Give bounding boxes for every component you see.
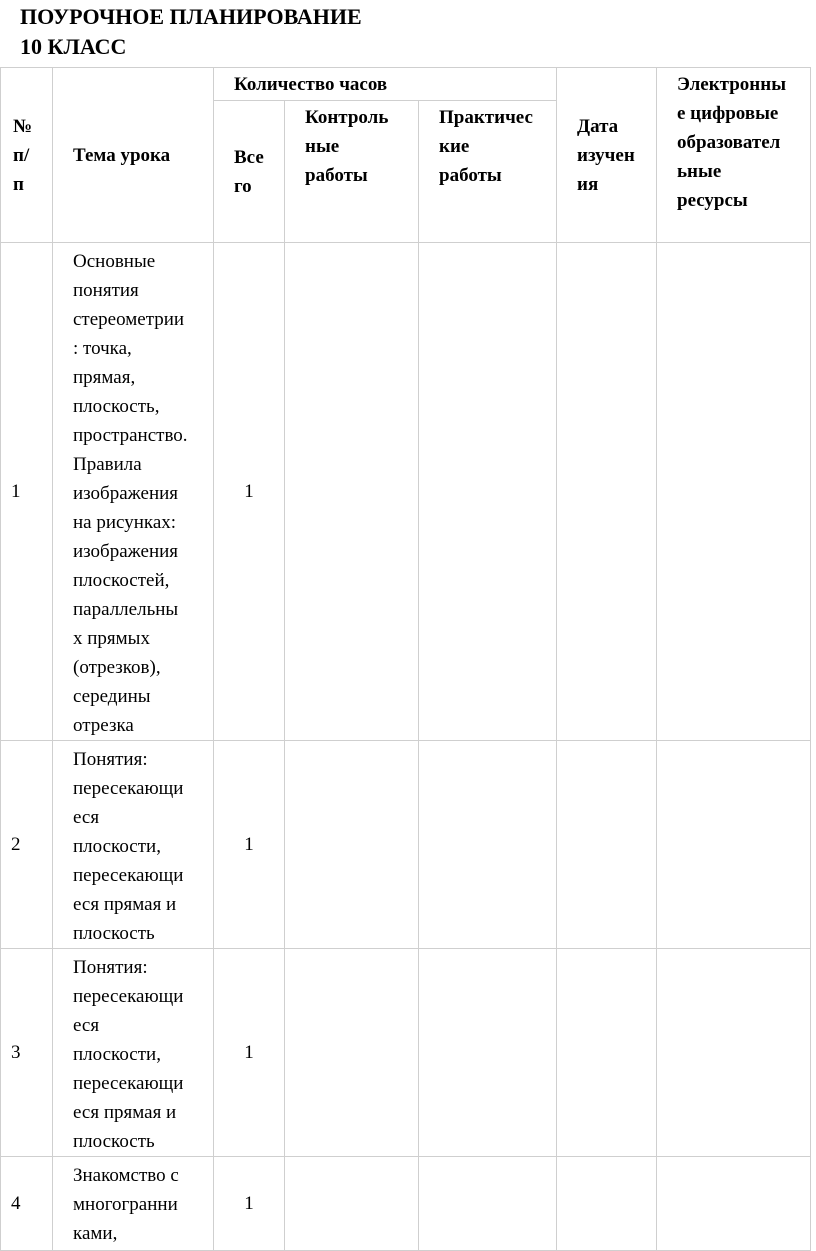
topic-line: пересекающи [73, 778, 184, 799]
topic-line: многогранни [73, 1194, 178, 1215]
header-total [214, 101, 285, 243]
table-row [1, 1157, 811, 1251]
header-date-line: изучен [577, 144, 635, 166]
row-control-works [285, 1157, 419, 1251]
header-date-line: ия [577, 173, 599, 195]
table-body [1, 243, 811, 1251]
row-topic [53, 949, 214, 1157]
row-practical-works [419, 949, 557, 1157]
row-number: 2 [1, 741, 53, 949]
row-topic [53, 741, 214, 949]
row-topic [53, 243, 214, 741]
table-row [1, 741, 811, 949]
header-date-line: Дата [577, 115, 619, 137]
title-line-2: 10 КЛАСС [20, 34, 127, 59]
header-total-line: Все [234, 146, 264, 168]
header-hours-group: Количество часов [214, 68, 557, 101]
row-control-works [285, 243, 419, 741]
topic-line: пространство. [73, 425, 188, 446]
topic-line: на рисунках: [73, 512, 177, 533]
row-topic [53, 1157, 214, 1251]
header-control-line: работы [305, 165, 368, 186]
header-topic: Тема урока [53, 68, 214, 243]
topic-line: середины [73, 686, 151, 707]
header-resources-line: образовател [677, 132, 781, 153]
row-practical-works [419, 243, 557, 741]
topic-line: Правила [73, 454, 142, 475]
topic-line: еся [73, 1015, 100, 1036]
header-practical [419, 101, 557, 243]
header-number-line: п [13, 173, 24, 195]
topic-line: (отрезков), [73, 657, 161, 678]
row-total-hours: 1 [214, 1157, 285, 1251]
header-practical-line: Практичес [439, 107, 533, 128]
header-practical-line: работы [439, 165, 502, 186]
row-total-hours: 1 [214, 741, 285, 949]
page-title [20, 2, 362, 62]
row-date [557, 949, 657, 1157]
topic-line: плоскости, [73, 1044, 161, 1065]
header-resources-line: Электронны [677, 74, 787, 95]
table-row [1, 243, 811, 741]
topic-line: еся [73, 807, 100, 828]
topic-line: понятия [73, 280, 139, 301]
table-row [1, 949, 811, 1157]
row-resources [657, 243, 811, 741]
header-control [285, 101, 419, 243]
row-control-works [285, 741, 419, 949]
topic-line: еся прямая и [73, 894, 177, 915]
row-control-works [285, 949, 419, 1157]
header-date [557, 68, 657, 243]
row-date [557, 741, 657, 949]
row-number: 4 [1, 1157, 53, 1251]
topic-line: еся прямая и [73, 1102, 177, 1123]
topic-line: плоскостей, [73, 570, 170, 591]
topic-line: прямая, [73, 367, 136, 388]
topic-line: Понятия: [73, 957, 148, 978]
header-control-line: ные [305, 136, 340, 157]
header-resources [657, 68, 811, 243]
header-resources-line: ьные [677, 161, 722, 182]
topic-line: плоскость [73, 1131, 155, 1152]
topic-line: ками, [73, 1223, 118, 1244]
topic-line: Основные [73, 251, 156, 272]
topic-line: стереометрии [73, 309, 185, 330]
row-number: 3 [1, 949, 53, 1157]
topic-line: отрезка [73, 715, 134, 736]
header-practical-line: кие [439, 136, 470, 157]
header-total-line: го [234, 175, 252, 197]
topic-line: пересекающи [73, 865, 184, 886]
topic-line: изображения [73, 541, 179, 562]
topic-line: плоскость [73, 923, 155, 944]
row-number: 1 [1, 243, 53, 741]
topic-line: пересекающи [73, 1073, 184, 1094]
header-number-line: п/ [13, 144, 30, 166]
row-practical-works [419, 741, 557, 949]
topic-line: плоскость, [73, 396, 160, 417]
header-control-line: Контроль [305, 107, 389, 128]
row-resources [657, 949, 811, 1157]
title-line-1: ПОУРОЧНОЕ ПЛАНИРОВАНИЕ [20, 4, 362, 29]
header-number-line: № [13, 115, 33, 137]
topic-line: плоскости, [73, 836, 161, 857]
topic-line: Знакомство с [73, 1165, 179, 1186]
row-date [557, 243, 657, 741]
topic-line: параллельны [73, 599, 179, 620]
lesson-plan-table [0, 67, 811, 1251]
topic-line: : точка, [73, 338, 132, 359]
topic-line: х прямых [73, 628, 150, 649]
header-number [1, 68, 53, 243]
row-total-hours: 1 [214, 243, 285, 741]
header-resources-line: ресурсы [677, 190, 748, 211]
table-header [1, 68, 811, 243]
row-date [557, 1157, 657, 1251]
row-resources [657, 741, 811, 949]
topic-line: пересекающи [73, 986, 184, 1007]
row-total-hours: 1 [214, 949, 285, 1157]
row-practical-works [419, 1157, 557, 1251]
header-resources-line: е цифровые [677, 103, 779, 124]
topic-line: Понятия: [73, 749, 148, 770]
row-resources [657, 1157, 811, 1251]
topic-line: изображения [73, 483, 179, 504]
